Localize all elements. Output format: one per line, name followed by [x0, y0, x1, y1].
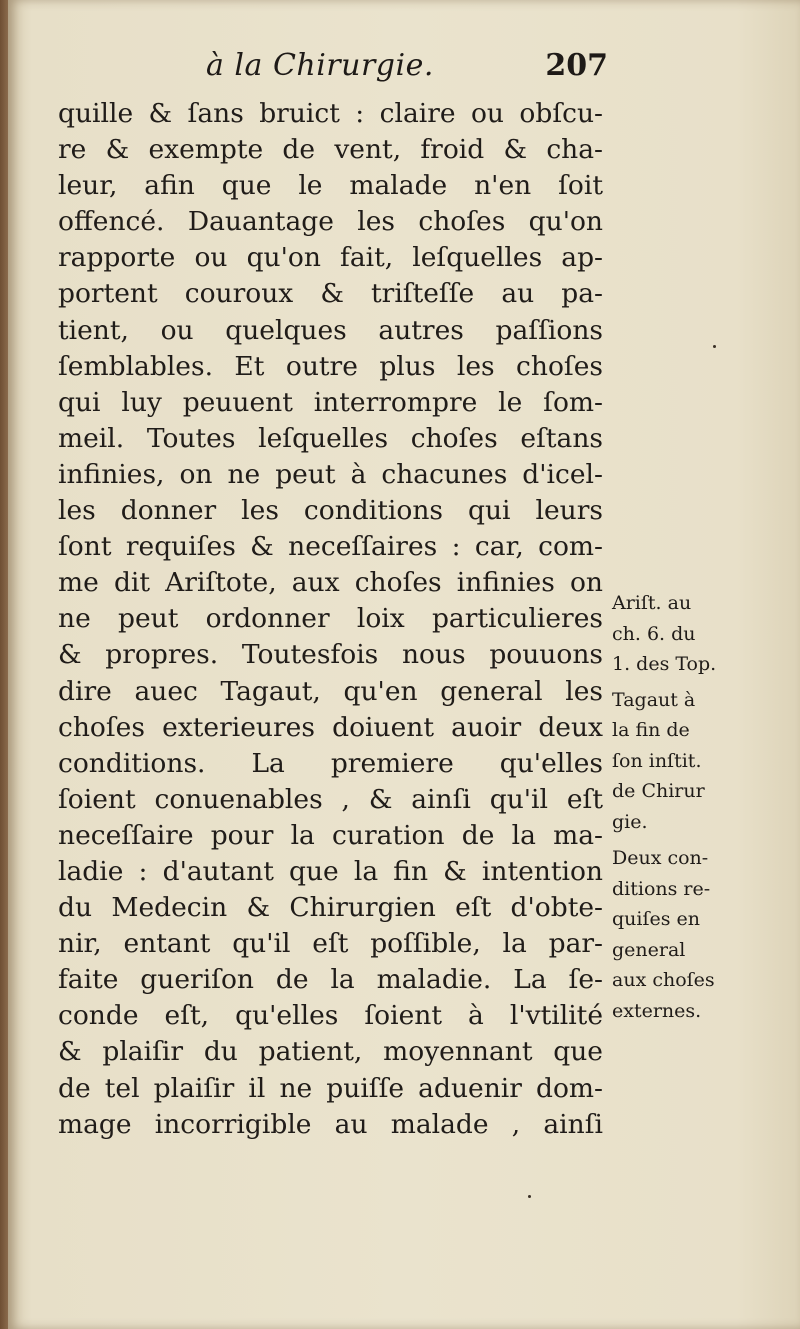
margin-note-line: externes.	[612, 999, 702, 1022]
text-line: neceſſaire pour la curation de la ma-	[58, 819, 603, 851]
margin-notes	[612, 588, 747, 1026]
margin-note-conditions	[612, 843, 747, 1026]
text-line: ladie : d'autant que la fin & intention	[58, 855, 603, 887]
text-line: dire auec Tagaut, qu'en general les	[58, 675, 603, 707]
text-line: ſont requiſes & neceſſaires : car, com-	[58, 531, 603, 563]
margin-note-line: aux choſes	[612, 969, 715, 991]
text-line: ne peut ordonner loix particulieres	[58, 603, 603, 635]
text-line: les donner les conditions qui leurs	[58, 495, 603, 527]
text-line: choſes exterieures doiuent auoir deux	[58, 711, 603, 743]
margin-note-line: de Chirur	[612, 780, 705, 802]
running-header	[206, 42, 616, 94]
margin-note-line: la fin de	[612, 719, 690, 741]
margin-note-line: general	[612, 938, 686, 961]
text-line: & plaiſir du patient, moyennant que	[58, 1036, 603, 1068]
text-line: me dit Ariſtote, aux choſes infinies on	[58, 567, 603, 599]
running-title: à la Chirurgie.	[206, 48, 434, 83]
book-page	[8, 0, 800, 1329]
margin-note-line: Deux con-	[612, 847, 709, 869]
text-line: mage incorrigible au malade , ainſi	[58, 1108, 603, 1140]
margin-note-line: 1. des Top.	[612, 653, 717, 675]
text-line: faite gueriſon de la maladie. La ſe-	[58, 964, 603, 996]
text-line: du Medecin & Chirurgien eſt d'obte-	[58, 892, 603, 924]
main-text-block	[58, 96, 603, 1143]
page-number: 207	[545, 48, 608, 83]
text-line: nir, entant qu'il eſt poſſible, la par-	[58, 928, 603, 960]
text-line: meil. Toutes leſquelles choſes eſtans	[58, 422, 603, 454]
text-line: offencé. Dauantage les choſes qu'on	[58, 206, 603, 238]
text-line: rapporte ou qu'on fait, leſquelles ap-	[58, 242, 603, 274]
text-line: re & exempte de vent, froid & cha-	[58, 134, 603, 166]
margin-note-aristotle	[612, 588, 747, 680]
text-line: quille & ſans bruict : claire ou obſcu-	[58, 98, 603, 129]
book-spine	[0, 0, 8, 1329]
text-line: infinies, on ne peut à chacunes d'icel-	[58, 458, 603, 490]
margin-note-tagaut	[612, 685, 747, 838]
margin-note-line: ſon inſtit.	[612, 749, 702, 772]
text-line: conditions. La premiere qu'elles	[58, 747, 603, 779]
text-line: portent couroux & triſteſſe au pa-	[58, 278, 603, 310]
margin-note-line: gie.	[612, 810, 648, 833]
ink-speck	[528, 1195, 531, 1198]
text-line: de tel plaiſir il ne puiſſe aduenir dom-	[58, 1072, 603, 1104]
text-line: ſemblables. Et outre plus les choſes	[58, 350, 603, 382]
margin-note-line: quiſes en	[612, 908, 701, 930]
margin-note-line: ditions re-	[612, 877, 711, 900]
text-line: leur, afin que le malade n'en ſoit	[58, 170, 603, 202]
text-line: ſoient conuenables , & ainſi qu'il eſt	[58, 783, 603, 815]
margin-note-line: Ariſt. au	[612, 592, 692, 614]
text-line: tient, ou quelques autres paſſions	[58, 314, 603, 346]
text-line: & propres. Toutesfois nous pouuons	[58, 639, 603, 671]
text-line: qui luy peuuent interrompre le ſom-	[58, 386, 603, 418]
margin-note-line: Tagaut à	[612, 688, 696, 711]
margin-note-line: ch. 6. du	[612, 622, 696, 645]
ink-speck	[713, 345, 716, 348]
text-line: conde eſt, qu'elles ſoient à l'vtilité	[58, 1000, 603, 1032]
